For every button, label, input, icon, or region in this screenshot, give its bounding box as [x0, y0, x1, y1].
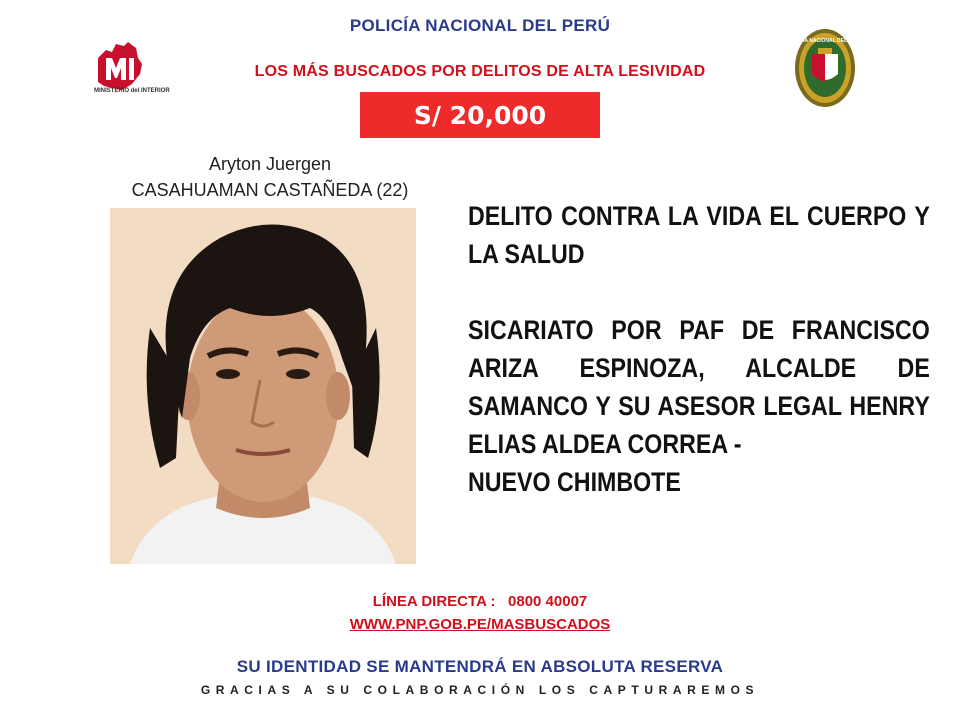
- ministry-logo-text: MINISTERIO del INTERIOR: [94, 88, 170, 94]
- website-link[interactable]: [0, 616, 960, 633]
- police-seal-icon: [787, 28, 863, 108]
- crime-location: NUEVO CHIMBOTE: [468, 467, 681, 497]
- suspect-portrait: [110, 208, 416, 564]
- identity-notice: SU IDENTIDAD SE MANTENDRÁ EN ABSOLUTA RESERVA: [236, 657, 724, 676]
- ministry-logo: [92, 38, 170, 108]
- reward-amount: S/ 20,000: [360, 92, 600, 138]
- crime-details: SICARIATO POR PAF DE FRANCISCO ARIZA ESPINOZA, ALCALDE DE SAMANCO Y SU ASESOR LEGAL HENRY ELIAS ALDEA CORREA -: [468, 315, 930, 459]
- crime-type: DELITO CONTRA LA VIDA EL CUERPO Y LA SALUD: [468, 201, 930, 269]
- crime-description: [468, 197, 930, 501]
- suspect-surnames-age: CASAHUAMAN CASTAÑEDA (22): [131, 180, 409, 200]
- campaign-subtitle: LOS MÁS BUSCADOS POR DELITOS DE ALTA LESIVIDAD: [254, 63, 706, 80]
- institution-title: POLICÍA NACIONAL DEL PERÚ: [349, 16, 611, 35]
- seal-text: POLICÍA NACIONAL DEL PERÚ: [787, 38, 863, 44]
- thanks-notice: GRACIAS A SU COLABORACIÓN LOS CAPTURAREMOS: [200, 683, 760, 697]
- suspect-photo: [110, 208, 416, 564]
- website-link-text[interactable]: WWW.PNP.GOB.PE/MASBUSCADOS: [349, 616, 611, 633]
- suspect-first-names: Aryton Juergen: [208, 154, 332, 174]
- hotline-text: LÍNEA DIRECTA : 0800 40007: [372, 593, 588, 610]
